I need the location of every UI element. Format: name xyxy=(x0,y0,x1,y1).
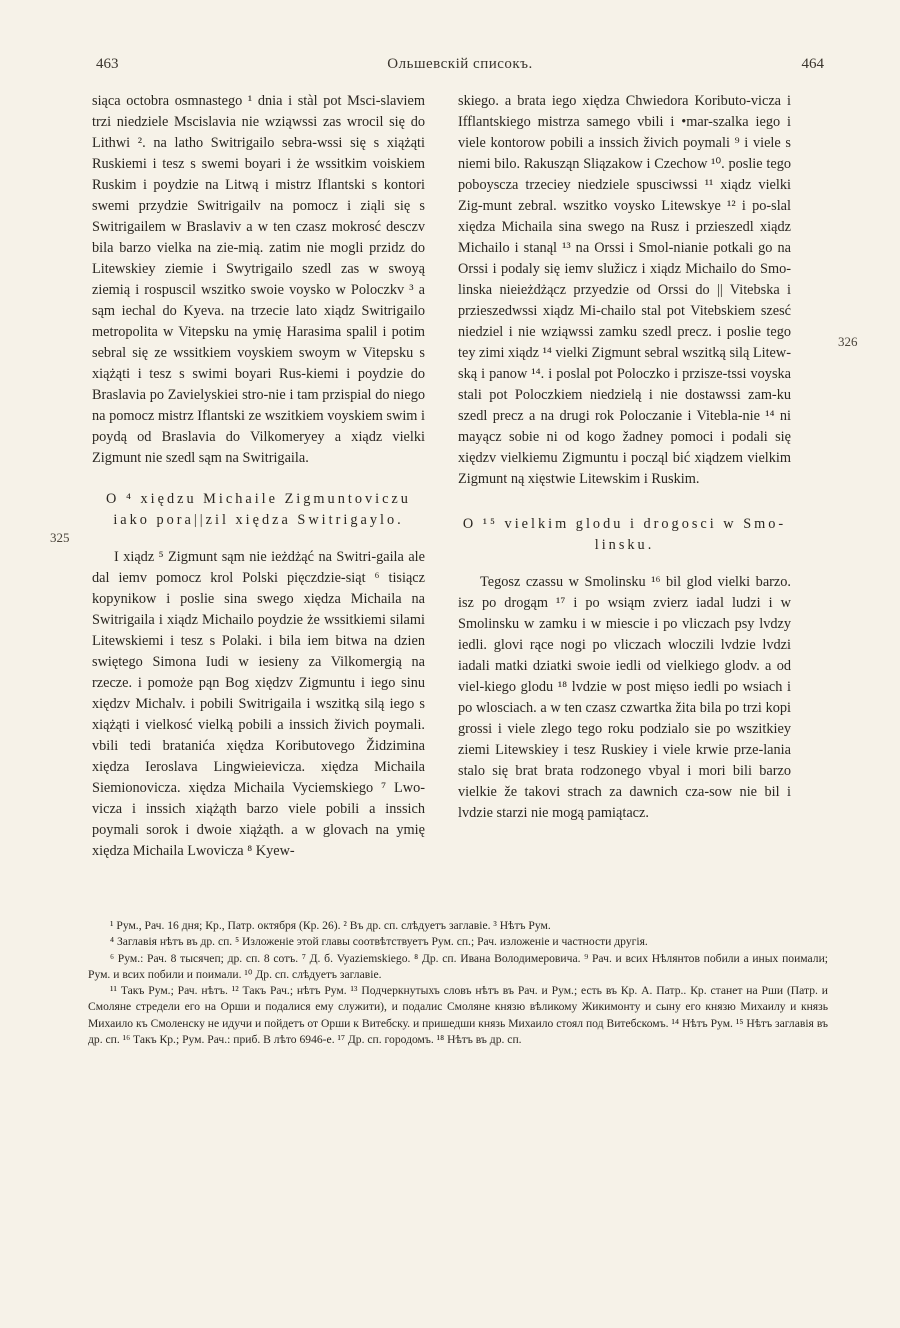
margin-number-left: 325 xyxy=(50,530,70,545)
footnote-line: ⁴ Заглавія нѣтъ въ др. сп. ⁵ Изложеніе этой главы соотвѣтствуетъ Рум. сп.; Рач. изложеніе и частности другія. xyxy=(110,935,648,949)
margin-number-right: 326 xyxy=(838,334,858,349)
page-number-left: 463 xyxy=(96,56,119,72)
right-paragraph-2: Tegosz czassu w Smolinsku ¹⁶ bil glod vielki barzo. isz po drogąm ¹⁷ i po wsiąm zvierz iadal ludzi i w Smolinsku w zamku i w miescie i po vliczach psy lvdzy iedli. glovi rące nogi po vliczach wloczili lvdzie lvdzi iadali matki dziatki swoie iedli od vielkiego glodv. a od viel-kiego glodu ¹⁸ lvdzie w post mięso iedli po wsiach i po wlosciach. a w ten czasz czwartka žita bila po trzi kopi grossi i viele zlego tego roku podzialo sie po wszitkiey ziemi Litewskiey i tesz Ruskiey i viele krwie prze-lania stalo się brat brata rodzonego vbyal i mori bili barzo vielkie že takovi strach za dawnich cza-sow nie bil i lvdzie starzi nie mogą pamiątacz. xyxy=(458,574,791,821)
right-section-heading: O ¹⁵ vielkim glodu i drogosci w Smo-linsku. xyxy=(462,516,787,553)
page-number-right: 464 xyxy=(801,56,824,72)
left-paragraph-1: siącа octobra osmnastego ¹ dnia i stàl pot Msci-slaviem trzi niedziele Mscislavia nie wziąwssi zas wrocil się do Lithwi ². na latho Switrigailo sebra-wssi się s xiążąti Ruskiemi i tesz s swemi boyari i że wssitkim voiskiem Ruskim i poydzie na Litwą i mistrz Iflantski s kontori swemi przydzie Switrigailv na pomocz i ziąli się s Switrigailem w Braslaviv a w ten czasz mokrosć desczv bila barzo vielka na zie-mią. zatim nie mogli przidz do Litewskiey ziemie i Swytrigailo szedl zas w swoyą ziemią i rospuscil wszitko swoie voysko w Poloczkv ³ a sąm iechal do Kyeva. na trzecie lato xiądz Switrigailo metropolita w Vitepsku na ymię Harasima spalil i potim sebral się ze wssitkiem voyskiem swoym w Vitepsku s xiążąti i tesz s swimi boyari Rus-kiemi i poydzie do Braslavia po Zavielyskiei stro-nie i tam przispial do niego na pomocz mistrz Iflantski ze wszitkiem voyskiem swim i poydą od Braslavia do Vilkomeryey a xiądz vielki Zigmunt nie szedl sąm na Switrigaila. xyxy=(92,93,425,466)
footnote-line: ⁶ Рум.: Рач. 8 тысячеп; др. сп. 8 сотъ. ⁷ Д. б. Vyaziemskiego. ⁸ Др. сп. Ивана Володимеровича. ⁹ Рач. и всих Нѣлянтов побили а иных поимали; Рум. и всих побили и поимали. ¹⁰ Др. сп. слѣдуетъ заглавіе. xyxy=(88,951,828,981)
right-column xyxy=(458,91,791,824)
left-paragraph-2: I xiądz ⁵ Zigmunt sąm nie ieżdżąć na Switri-gaila ale dal iemv pomocz krol Polski pięczdzie-siąt ⁶ tisiącz kopynikow i poslie sina swego xiędza Michaila na Switrigaila i xiądz Michailo poydzie że wssitkiemi silami Litewskiemi i tesz s Polaki. i bila iem bitwa na dzien swiętego Simona Iudi w iesieny za Vilkomergią na rzecze. i pomoże pąn Bog xiędzv Zigmuntu i iego sinu xiędzv Michalv. i pobili Switrigaila i wszitką silą iego s xiążąti i vielkosć vielką pobili a inssich živich poymali. vbili tedi bratanića xiędza Koributovego Židzimina xiędza Ieroslava Lingwieievicza. xiędza Michaila Siemionovicza. xiędza Michaila Vyciemskiego ⁷ Lwo-vicza i inssich xiążąth barzo viele pobili a inssich poymali sorok i dwoie xiążąth. a w glovach na ymię xiędza Michaila Lwovicza ⁸ Kyew- xyxy=(92,549,425,859)
running-header xyxy=(96,56,824,78)
left-section-heading: O ⁴ xiędzu Michaile Zigmuntoviczu iako pora||zil xiędza Switrigaylo. xyxy=(106,491,411,528)
footnote-line: ¹ Рум., Рач. 16 дня; Кр., Патр. октября (Кр. 26). ² Въ др. сп. слѣдуетъ заглавіе. ³ Нѣтъ Рум. xyxy=(110,919,551,932)
left-column xyxy=(92,91,425,862)
footnote-line: ¹¹ Такъ Рум.; Рач. нѣтъ. ¹² Такъ Рач.; нѣтъ Рум. ¹³ Подчеркнутыхъ словъ нѣтъ въ Рач. и Рум.; есть въ Кр. А. Патр.. Кр. станет на Рши (Патр. и Смоляне стредели его на Орши и подалися ему служити), и подалис Смоляне князю вѣликому Жикимонту и сыну его князю Михаилу и князь Михаило къ Смоленску не идучи и пойдетъ от Орши к Витебску. и пришедши князь Михаило стоял под Витебскомъ. ¹⁴ Нѣтъ Рум. ¹⁵ Нѣтъ заглавія въ др. сп. ¹⁶ Такъ Кр.; Рум. Рач.: приб. В лѣто 6946-е. ¹⁷ Др. сп. городомъ. ¹⁸ Нѣтъ въ др. сп. xyxy=(88,984,828,1047)
right-paragraph-1: skiego. a brata iego xiędza Chwiedora Koributo-vicza i Ifflantskiego mistrza samego vbili i •mar-szalka iego i viele kontorow pobili a inssich živich poymali ⁹ i viele s niemi bilo. Rakusząn Sliązakow i Czechow ¹⁰. poslie tego poboyscza trzeciey niedziele spusciwssi ¹¹ xiądz vielki Zig-munt zebral. wszitko voysko Litewskye ¹² i po-slal xiędza Michaila sina swego na Rusz i przieszedl xiądz Michailo i stanąl ¹³ na Orssi i Smol-nianie potkali go na Orssi i podaly się iemv služicz i xiądz Michailo do Smo-linska nieieżdżącz przyedzie od Orssi do || Vitebska i przieszedwssi xiądz Mi-chailo stal pot Vitebskiem szesć niedziel i nie wziąwssi zamku szedl precz. i poslie tego tey zimi xiądz ¹⁴ vielki Zigmunt sebral wszitką silą Litew-ską i panow ¹⁴. i poslal pot Poloczko i przisze-tssi voyska stali pot Poloczkiem niedzielą i nie dostawssi zam-ku szedl precz a na drugi rok Poloczanie i Vitebla-nie ¹⁴ ni mayącz sobie ni od kogo žadney pomoci i podali się xiędzv vielkiemu Zigmuntu i począl bić xiądzem vielkim Zigmunt ną xięstwie Litewskim i Ruskim. xyxy=(458,93,791,487)
footnotes xyxy=(88,918,828,1048)
running-title: Ольшевскій списокъ. xyxy=(387,56,533,72)
